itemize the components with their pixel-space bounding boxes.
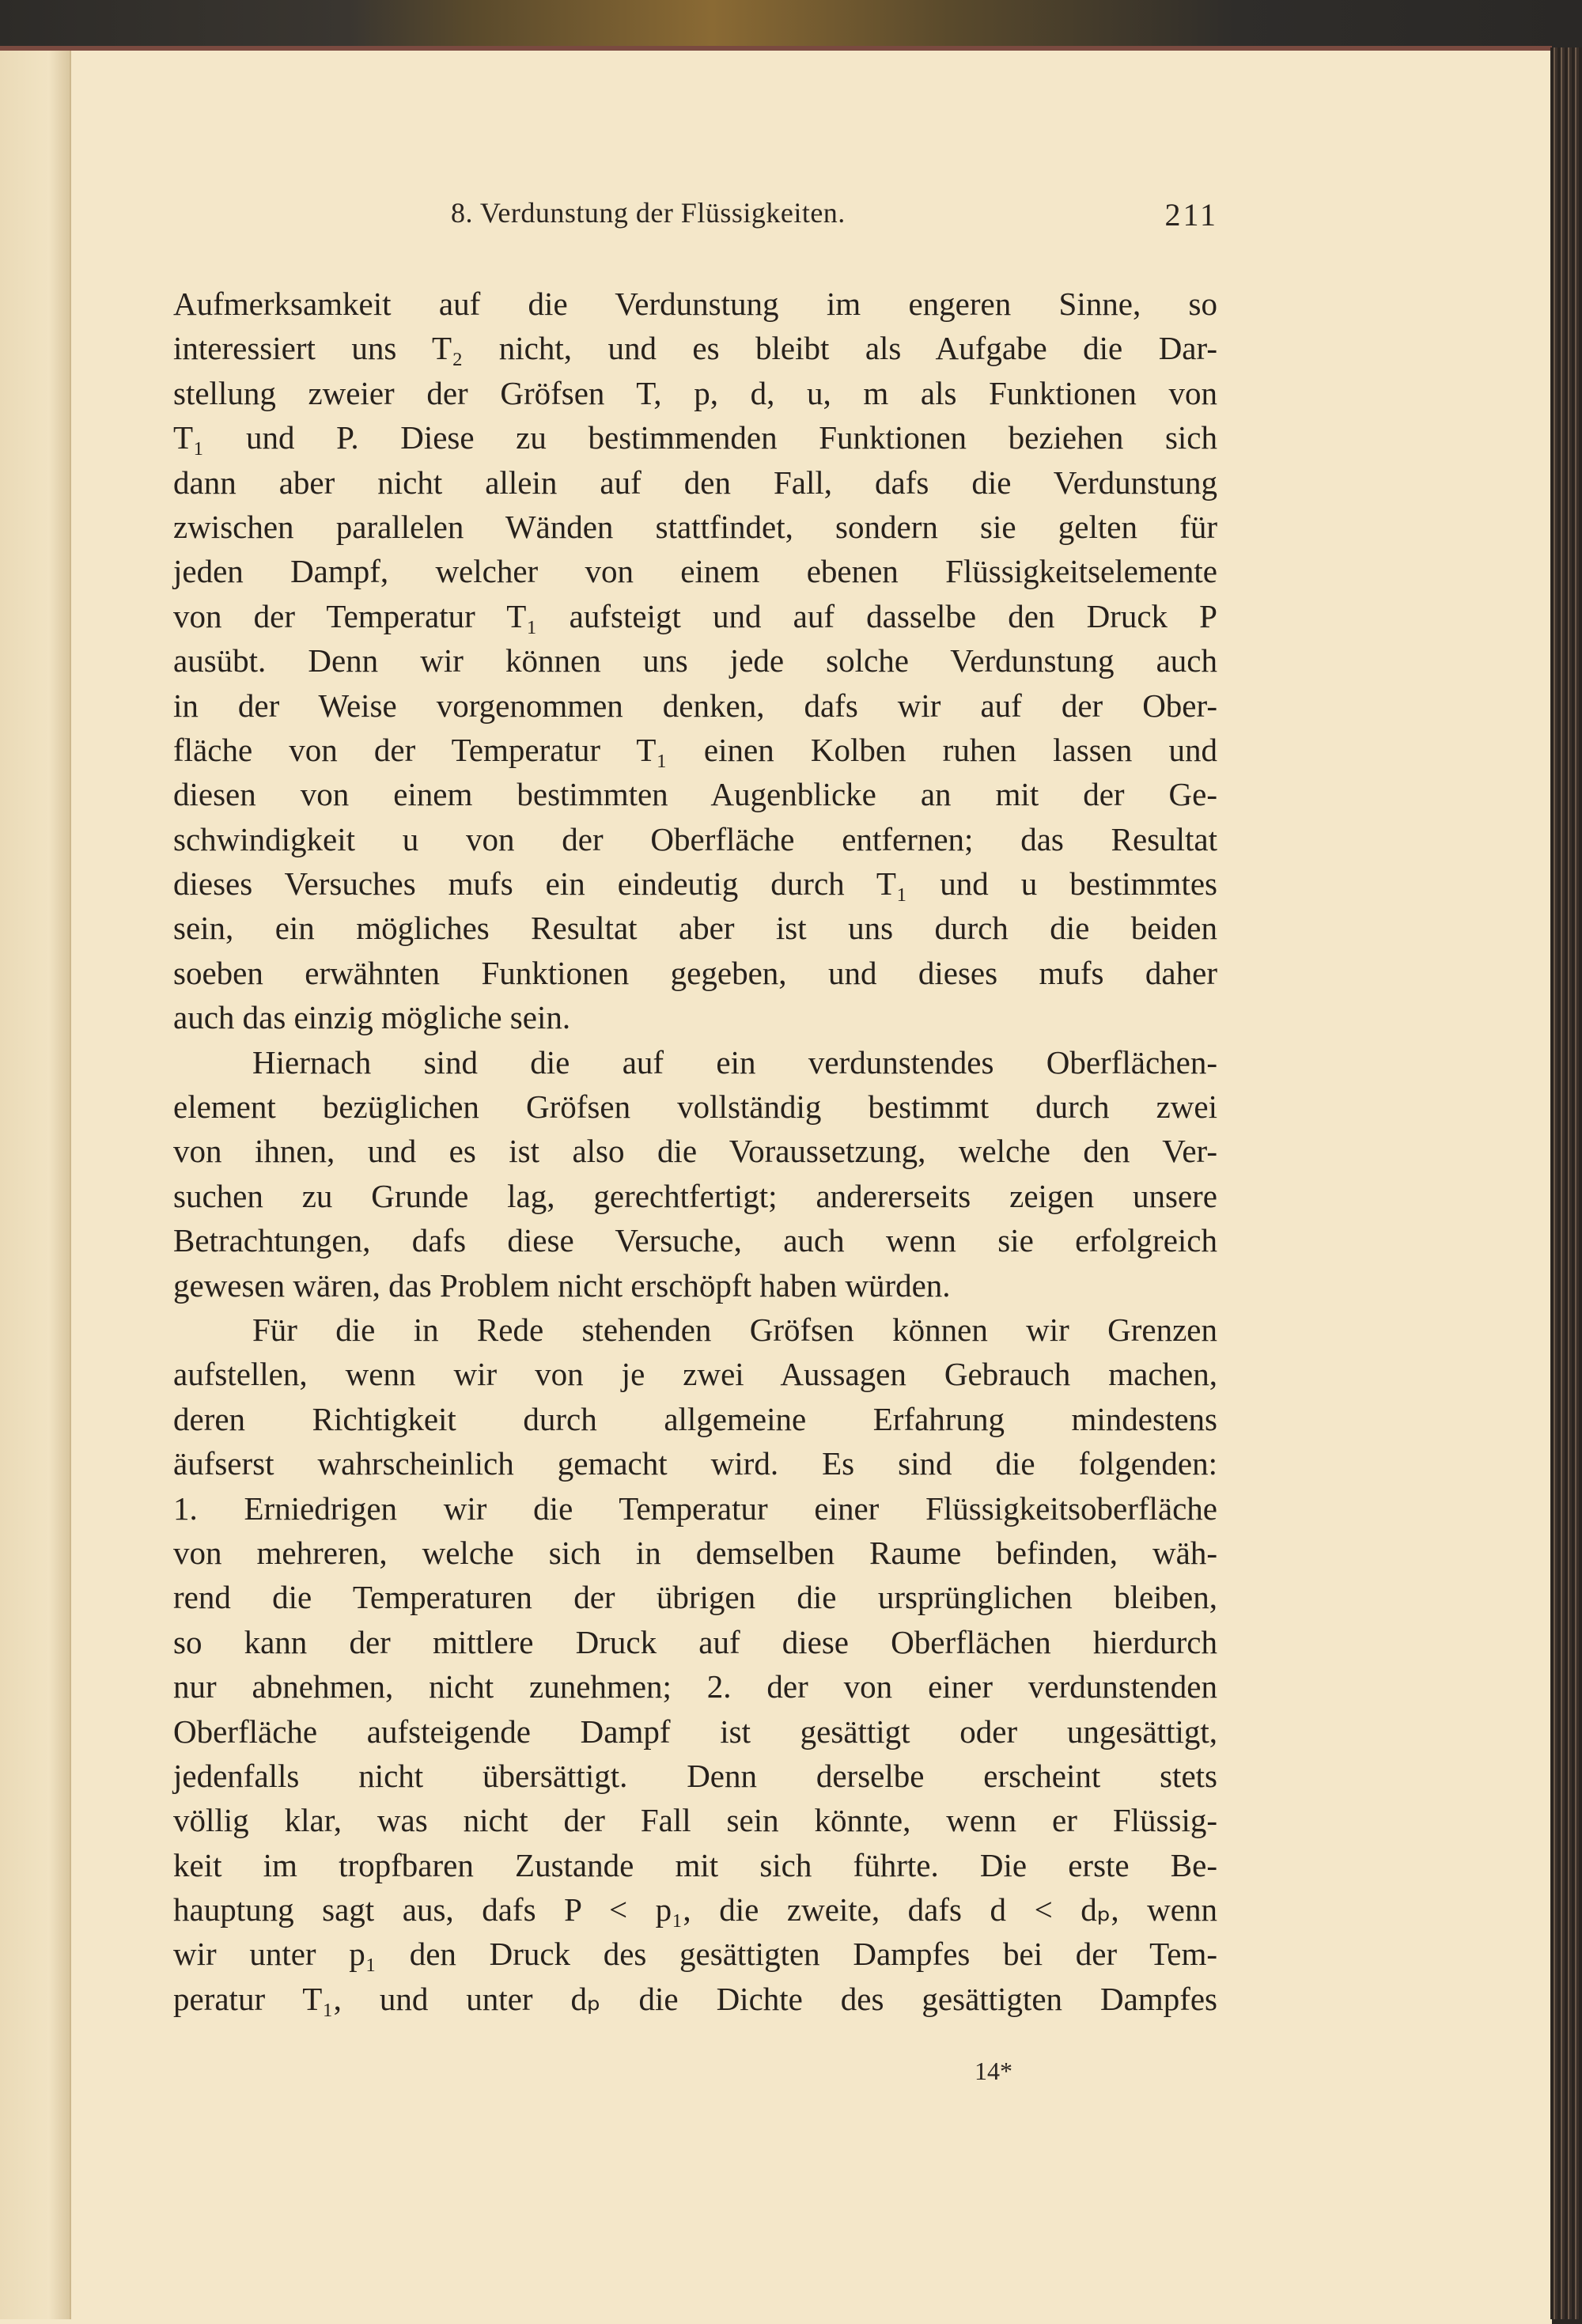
text-line: ausübt. Denn wir können uns jede solche Verdunstung auch [173, 642, 1217, 679]
page-header [451, 196, 1218, 236]
text-line: element bezüglichen Gröfsen vollständig bestimmt durch zwei [173, 1088, 1217, 1126]
text-line: von der Temperatur T₁ aufsteigt und auf dasselbe den Druck P [173, 597, 1217, 634]
page-number: 211 [1164, 197, 1218, 233]
text-line: wir unter p₁ den Druck des gesättigten Dampfes bei der Tem- [173, 1936, 1217, 1973]
text-line: keit im tropfbaren Zustande mit sich führte. Die erste Be- [173, 1846, 1217, 1883]
signature-mark: 14* [975, 2057, 1012, 2085]
text-line: in der Weise vorgenommen denken, dafs wir auf der Ober- [173, 687, 1217, 724]
text-line: dann aber nicht allein auf den Fall, dafs die Verdunstung [173, 464, 1217, 501]
text-line: jedenfalls nicht übersättigt. Denn derselbe erscheint stets [173, 1757, 1217, 1794]
text-line: jeden Dampf, welcher von einem ebenen Flüssigkeitselemente [173, 553, 1217, 590]
text-line: so kann der mittlere Druck auf diese Oberflächen hierdurch [173, 1623, 1217, 1660]
text-line: aufstellen, wenn wir von je zwei Aussagen Gebrauch machen, [173, 1356, 1217, 1393]
text-line: T₁ und P. Diese zu bestimmenden Funktionen beziehen sich [173, 419, 1217, 456]
text-line: schwindigkeit u von der Oberfläche entfernen; das Resultat [173, 820, 1217, 857]
text-line: völlig klar, was nicht der Fall sein könnte, wenn er Flüssig- [173, 1802, 1217, 1839]
text-line: Betrachtungen, dafs diese Versuche, auch wenn sie erfolgreich [173, 1222, 1217, 1259]
text-line: nur abnehmen, nicht zunehmen; 2. der von einer verdunstenden [173, 1668, 1217, 1705]
text-line: auch das einzig mögliche sein. [173, 999, 571, 1036]
text-line: rend die Temperaturen der übrigen die ursprünglichen bleiben, [173, 1579, 1217, 1616]
text-line: deren Richtigkeit durch allgemeine Erfahrung mindestens [173, 1400, 1217, 1437]
page-stack-edge [1550, 47, 1582, 2319]
book-binding [0, 0, 1582, 49]
text-line: Aufmerksamkeit auf die Verdunstung im engeren Sinne, so [173, 286, 1217, 322]
text-line: von ihnen, und es ist also die Voraussetzung, welche den Ver- [173, 1133, 1217, 1170]
text-line: peratur T₁, und unter dₚ die Dichte des gesättigten Dampfes [173, 1980, 1217, 2017]
text-line: 1. Erniedrigen wir die Temperatur einer Flüssigkeitsoberfläche [173, 1489, 1217, 1527]
text-line: stellung zweier der Gröfsen T, p, d, u, m als Funktionen von [173, 374, 1217, 411]
running-title: 8. Verdunstung der Flüssigkeiten. [451, 197, 846, 229]
body-text [173, 282, 1217, 2021]
text-line: suchen zu Grunde lag, gerechtfertigt; andererseits zeigen unsere [173, 1177, 1217, 1214]
text-line: soeben erwähnten Funktionen gegeben, und dieses mufs daher [173, 954, 1217, 991]
text-line: Oberfläche aufsteigende Dampf ist gesättigt oder ungesättigt, [173, 1713, 1217, 1750]
text-line: gewesen wären, das Problem nicht erschöpft haben würden. [173, 1266, 951, 1304]
text-line: Hiernach sind die auf ein verdunstendes Oberflächen- [252, 1043, 1217, 1081]
text-line: Für die in Rede stehenden Gröfsen können wir Grenzen [252, 1311, 1217, 1348]
text-line: fläche von der Temperatur T₁ einen Kolben ruhen lassen und [173, 731, 1217, 768]
text-line: dieses Versuches mufs ein eindeutig durch T₁ und u bestimmtes [173, 865, 1217, 903]
text-line: diesen von einem bestimmten Augenblicke an mit der Ge- [173, 776, 1217, 813]
text-line: zwischen parallelen Wänden stattfindet, sondern sie gelten für [173, 508, 1217, 545]
text-line: interessiert uns T₂ nicht, und es bleibt als Aufgabe die Dar- [173, 330, 1217, 367]
text-line: sein, ein mögliches Resultat aber ist uns durch die beiden [173, 910, 1217, 947]
facing-page-edge [0, 51, 71, 2319]
text-line: hauptung sagt aus, dafs P < p₁, die zweite, dafs d < dₚ, wenn [173, 1891, 1217, 1928]
text-line: äufserst wahrscheinlich gemacht wird. Es sind die folgenden: [173, 1445, 1217, 1482]
text-line: von mehreren, welche sich in demselben Raume befinden, wäh- [173, 1534, 1217, 1571]
